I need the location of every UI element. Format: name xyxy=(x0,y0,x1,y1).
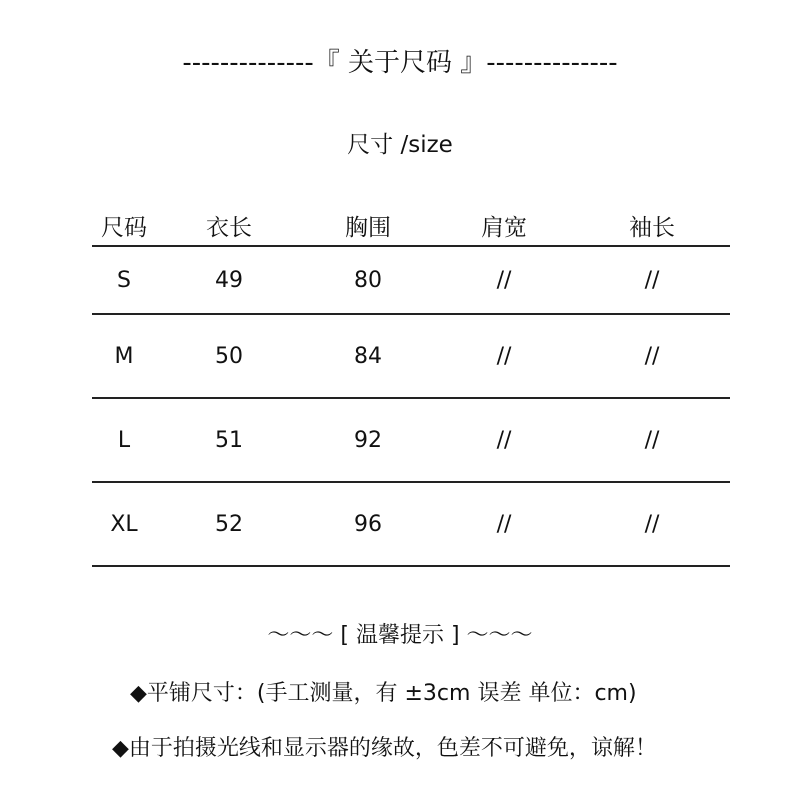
cell-size: L xyxy=(92,398,156,482)
table-row xyxy=(92,314,730,398)
cell-sleeve: // xyxy=(574,246,730,314)
cell-length: 51 xyxy=(156,398,302,482)
table-row xyxy=(92,398,730,482)
column-header-sleeve: 袖长 xyxy=(574,205,730,246)
cell-bust: 84 xyxy=(302,314,434,398)
column-header-length: 衣长 xyxy=(156,205,302,246)
cell-sleeve: // xyxy=(574,398,730,482)
table-row xyxy=(92,482,730,566)
size-subtitle: 尺寸 /size xyxy=(347,132,453,158)
column-header-shoulder: 肩宽 xyxy=(434,205,574,246)
cell-size: XL xyxy=(92,482,156,566)
column-header-size: 尺码 xyxy=(92,205,156,246)
tips-heading: ～～～ [ 温馨提示 ] ～～～ xyxy=(267,623,533,648)
cell-size: S xyxy=(92,246,156,314)
cell-shoulder: // xyxy=(434,246,574,314)
cell-bust: 96 xyxy=(302,482,434,566)
table-row xyxy=(92,246,730,314)
cell-size: M xyxy=(92,314,156,398)
cell-sleeve: // xyxy=(574,314,730,398)
cell-length: 52 xyxy=(156,482,302,566)
page-title: --------------『 关于尺码 』-------------- xyxy=(182,48,618,78)
cell-shoulder: // xyxy=(434,482,574,566)
cell-shoulder: // xyxy=(434,314,574,398)
table-header-row xyxy=(92,205,730,246)
size-table xyxy=(92,205,730,567)
cell-bust: 80 xyxy=(302,246,434,314)
column-header-bust: 胸围 xyxy=(302,205,434,246)
note-color-difference: ◆由于拍摄光线和显示器的缘故，色差不可避免，谅解！ xyxy=(112,736,657,761)
cell-sleeve: // xyxy=(574,482,730,566)
cell-shoulder: // xyxy=(434,398,574,482)
cell-length: 49 xyxy=(156,246,302,314)
note-measurement: ◆平铺尺寸：(手工测量，有 ±3cm 误差 单位：cm) xyxy=(130,681,637,706)
cell-length: 50 xyxy=(156,314,302,398)
cell-bust: 92 xyxy=(302,398,434,482)
